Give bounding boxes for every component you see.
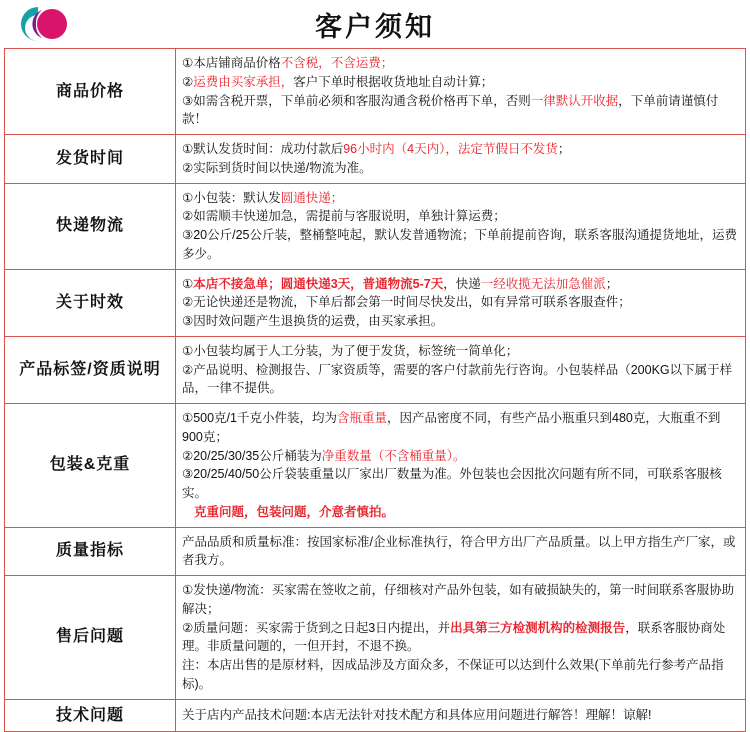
content-line bbox=[182, 159, 739, 178]
content-text: ③如需含税开票，下单前必须和客服沟通含税价格再下单，否则 bbox=[182, 93, 531, 108]
page-header bbox=[0, 0, 750, 48]
row-content bbox=[176, 404, 746, 528]
content-line bbox=[182, 503, 739, 522]
content-text: 客户下单时根据收货地址自动计算； bbox=[293, 74, 494, 89]
row-label: 商品价格 bbox=[5, 49, 176, 135]
content-text: 净重数量（不含桶重量）。 bbox=[321, 448, 466, 463]
content-text: ； bbox=[605, 276, 619, 291]
content-text: 一律默认开收据 bbox=[530, 93, 619, 108]
content-text: 本店不接急单；圆通快递3天，普通物流5-7天 bbox=[193, 276, 444, 291]
content-line bbox=[182, 706, 739, 725]
content-text: ，因产品密度不同，有些产品小瓶重只到480克，大瓶重不到900克； bbox=[182, 411, 721, 444]
table-row bbox=[5, 404, 746, 528]
content-text: ③因时效问题产生退换货的运费，由买家承担。 bbox=[182, 314, 444, 328]
table-row bbox=[5, 269, 746, 336]
row-label: 发货时间 bbox=[5, 135, 176, 184]
content-line bbox=[182, 293, 739, 312]
content-line bbox=[182, 465, 739, 503]
content-text: 产品品质和质量标准：按国家标准/企业标准执行，符合甲方出厂产品质量。以上甲方指生产厂家，或者我方。 bbox=[182, 534, 736, 568]
row-label: 技术问题 bbox=[5, 699, 176, 732]
table-row bbox=[5, 699, 746, 732]
row-label: 包装&克重 bbox=[5, 404, 176, 528]
row-content bbox=[176, 336, 746, 403]
table-row bbox=[5, 336, 746, 403]
content-text: ②实际到货时间以快递/物流为准。 bbox=[182, 160, 372, 175]
content-text: ②无论快递还是物流，下单后都会第一时间尽快发出，如有异常可联系客服查件； bbox=[182, 295, 631, 310]
content-text: 圆通快递； bbox=[280, 190, 344, 205]
content-text: 一经收揽无法加急催派 bbox=[480, 276, 606, 291]
content-text: ②产品说明、检测报告、厂家资质等，需要的客户付款前先行咨询。小包装样品（200KG以下属于样品，一律不提供。 bbox=[182, 362, 733, 396]
content-line bbox=[182, 54, 739, 73]
content-text: ② bbox=[182, 74, 194, 89]
content-text: ，下单前请谨慎付款！ bbox=[182, 93, 719, 127]
content-text: 运费由买家承担， bbox=[193, 74, 294, 89]
table-row bbox=[5, 576, 746, 700]
page-title: 客户须知 bbox=[315, 11, 435, 42]
content-text: 注：本店出售的是原材料，因成品涉及方面众多，不保证可以达到什么效果(下单前先行参考产品指标)。 bbox=[182, 658, 724, 691]
content-line bbox=[182, 342, 739, 361]
row-content bbox=[176, 135, 746, 184]
row-label: 快递物流 bbox=[5, 183, 176, 269]
row-label: 质量指标 bbox=[5, 527, 176, 576]
content-text: 关于店内产品技术问题:本店无法针对技术配方和具体应用问题进行解答！理解！谅解! bbox=[182, 707, 652, 722]
row-content bbox=[176, 576, 746, 700]
content-text: ①小包装：默认发 bbox=[182, 190, 281, 205]
table-row bbox=[5, 183, 746, 269]
content-text: 96小时内（4天内），法定节假日不发货 bbox=[343, 142, 558, 156]
content-text: ①500克/1千克小件装，均为 bbox=[182, 411, 337, 425]
content-line bbox=[182, 207, 739, 226]
table-row bbox=[5, 527, 746, 576]
content-line bbox=[182, 73, 739, 92]
content-text: 克重问题，包装问题，介意者慎拍。 bbox=[194, 504, 395, 519]
content-line bbox=[182, 92, 739, 130]
row-content bbox=[176, 49, 746, 135]
table-row bbox=[5, 49, 746, 135]
content-line bbox=[182, 447, 739, 466]
content-text: ①默认发货时间：成功付款后 bbox=[182, 142, 344, 156]
row-content bbox=[176, 183, 746, 269]
content-line bbox=[182, 226, 739, 264]
content-line bbox=[182, 275, 739, 294]
content-line bbox=[182, 409, 739, 447]
table-row bbox=[5, 135, 746, 184]
row-label: 产品标签/资质说明 bbox=[5, 336, 176, 403]
brand-logo-icon bbox=[8, 2, 76, 46]
row-content bbox=[176, 269, 746, 336]
content-text: ②20/25/30/35公斤桶装为 bbox=[182, 448, 322, 463]
row-content bbox=[176, 527, 746, 576]
content-text: 出具第三方检测机构的检测报告 bbox=[450, 620, 626, 635]
content-text: ③20/25/40/50公斤袋装重量以厂家出厂数量为准。外包装也会因批次问题有所不同，可联系客服核实。 bbox=[182, 467, 722, 500]
content-line bbox=[182, 581, 739, 619]
content-text: ，快递 bbox=[443, 276, 481, 291]
row-label: 关于时效 bbox=[5, 269, 176, 336]
content-line bbox=[182, 189, 739, 208]
content-line bbox=[182, 619, 739, 657]
content-text: ① bbox=[182, 276, 194, 291]
content-line bbox=[182, 312, 739, 331]
row-content bbox=[176, 699, 746, 732]
content-text: ②如需顺丰快递加急，需提前与客服说明，单独计算运费； bbox=[182, 209, 506, 224]
content-text: ②质量问题：买家需于货到之日起3日内提出，并 bbox=[182, 620, 451, 635]
content-text: 含瓶重量 bbox=[337, 411, 388, 425]
content-text: ，联系客服协商处理。非质量问题的，一但开封，不退不换。 bbox=[182, 620, 726, 654]
content-text: ①发快递/物流：买家需在签收之前，仔细核对产品外包装，如有破损缺失的，第一时间联系客服协助解决； bbox=[182, 583, 735, 616]
content-line bbox=[182, 533, 739, 571]
content-text: ③20公斤/25公斤装，整桶整吨起，默认发普通物流；下单前提前咨询，联系客服沟通提货地址，运费多少。 bbox=[182, 228, 737, 261]
content-line bbox=[182, 361, 739, 399]
content-text: ①小包装均属于人工分装，为了便于发货，标签统一简单化； bbox=[182, 343, 519, 358]
customer-notice-table bbox=[4, 48, 746, 732]
row-label: 售后问题 bbox=[5, 576, 176, 700]
content-line bbox=[182, 140, 739, 159]
content-line bbox=[182, 656, 739, 694]
content-text: ①本店铺商品价格 bbox=[182, 56, 281, 70]
content-text: 不含税，不含运费； bbox=[280, 56, 394, 70]
content-text: ； bbox=[557, 142, 571, 156]
